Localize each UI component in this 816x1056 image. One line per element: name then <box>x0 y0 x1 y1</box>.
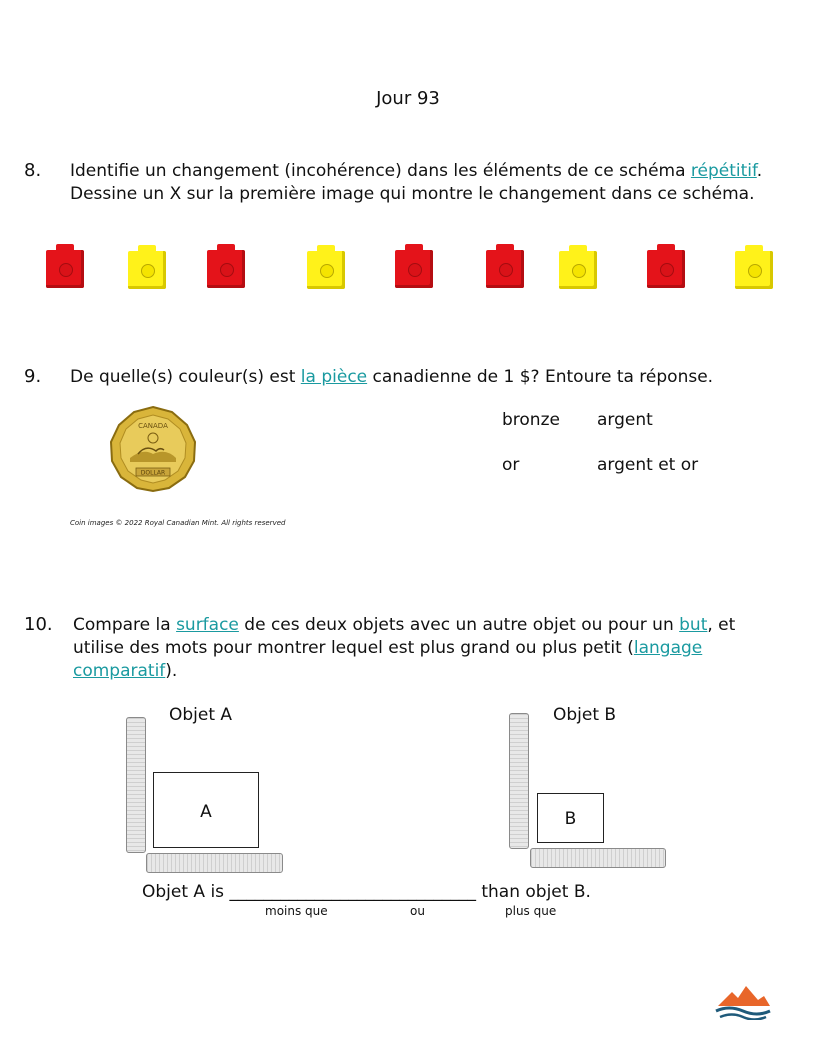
q8-number: 8. <box>24 160 42 181</box>
ruler-horizontal-a <box>146 853 283 873</box>
q9-text-part: canadienne de 1 $? Entoure ta réponse. <box>367 367 714 387</box>
block-2-yellow[interactable] <box>128 251 166 289</box>
q10-text-part: ). <box>165 661 178 681</box>
vocab-link-langage[interactable]: langage <box>633 638 703 658</box>
block-9-yellow[interactable] <box>735 251 773 289</box>
q8-text <box>70 160 790 206</box>
coin-text-bottom: DOLLAR <box>140 469 166 477</box>
vocab-link-la-piece[interactable]: la pièce <box>300 367 368 387</box>
object-b-rectangle <box>537 793 604 843</box>
object-a-label: A <box>200 802 212 822</box>
comparison-sentence <box>142 881 591 904</box>
publisher-logo-icon <box>714 982 772 1020</box>
vocab-link-but[interactable]: but <box>679 615 708 635</box>
answer-blank[interactable]: _____________________________ <box>229 882 476 902</box>
q10-number: 10. <box>24 614 53 635</box>
q8-text-part: . <box>756 161 763 181</box>
q10-text <box>73 614 793 683</box>
block-8-red[interactable] <box>647 250 685 288</box>
vocab-link-repetitif[interactable]: répétitif <box>690 161 757 181</box>
choice-moins-que: moins que <box>265 904 328 918</box>
ruler-vertical-a <box>126 717 146 853</box>
block-4-yellow[interactable] <box>307 251 345 289</box>
coin-text-top: CANADA <box>138 422 168 430</box>
coin-image-credit: Coin images © 2022 Royal Canadian Mint. All rights reserved <box>70 519 286 527</box>
option-argent-et-or[interactable]: argent et or <box>597 455 699 475</box>
block-5-red[interactable] <box>395 250 433 288</box>
sentence-end: than objet B. <box>481 882 591 902</box>
q10-text-part: Compare la <box>73 615 177 635</box>
block-6-red[interactable] <box>486 250 524 288</box>
q8-text-part: Identifie un changement (incohérence) dans les éléments de ce schéma <box>70 161 691 181</box>
option-argent[interactable]: argent <box>597 410 653 430</box>
vocab-link-comparatif[interactable]: comparatif <box>73 661 166 681</box>
option-bronze[interactable]: bronze <box>502 410 560 430</box>
block-7-yellow[interactable] <box>559 251 597 289</box>
option-or[interactable]: or <box>502 455 520 475</box>
q9-text <box>70 366 790 389</box>
choice-ou: ou <box>410 904 425 918</box>
q8-instruction: Dessine un X sur la première image qui montre le changement dans ce schéma. <box>70 184 755 204</box>
q10-text-part: utilise des mots pour montrer lequel est plus grand ou plus petit ( <box>73 638 634 658</box>
q10-text-part: de ces deux objets avec un autre objet ou pour un <box>238 615 680 635</box>
object-b-title: Objet B <box>553 705 617 725</box>
ruler-vertical-b <box>509 713 529 849</box>
choice-plus-que: plus que <box>505 904 557 918</box>
object-a-title: Objet A <box>169 705 233 725</box>
q10-text-part: , et <box>707 615 736 635</box>
q9-text-part: De quelle(s) couleur(s) est <box>70 367 301 387</box>
block-1-red[interactable] <box>46 250 84 288</box>
loonie-coin-image <box>108 404 198 494</box>
page-title: Jour 93 <box>376 88 440 109</box>
object-b-label: B <box>564 809 577 829</box>
q9-number: 9. <box>24 366 42 387</box>
vocab-link-surface[interactable]: surface <box>176 615 239 635</box>
object-a-rectangle <box>153 772 259 848</box>
ruler-horizontal-b <box>530 848 666 868</box>
sentence-start: Objet A is <box>142 882 225 902</box>
block-3-red[interactable] <box>207 250 245 288</box>
